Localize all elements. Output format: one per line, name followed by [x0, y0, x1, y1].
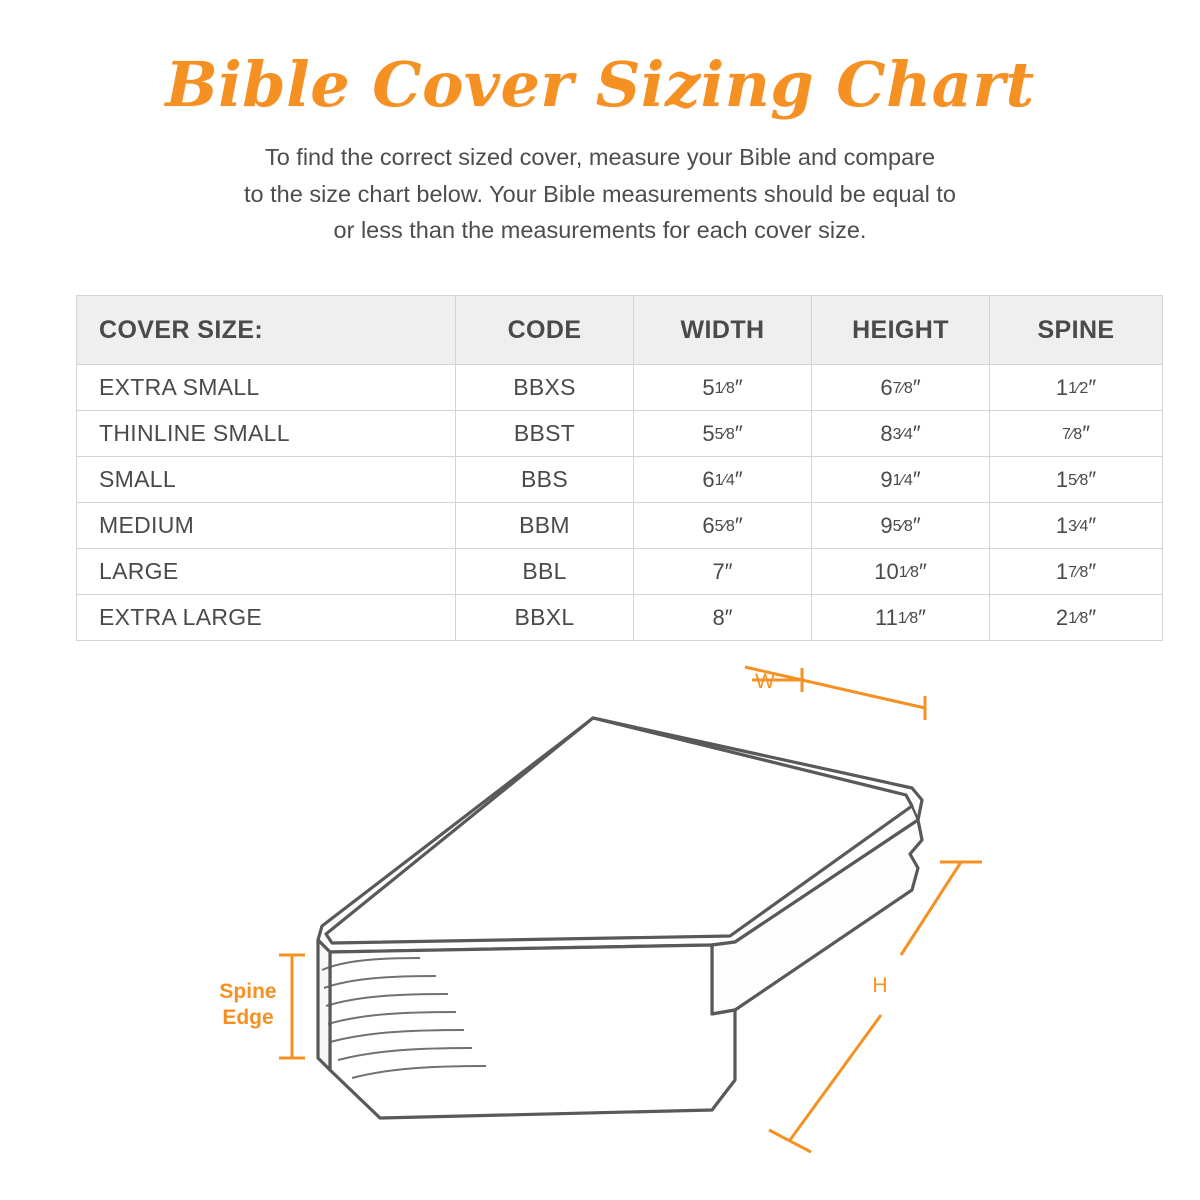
cell-cover-size: SMALL — [77, 457, 456, 503]
book-illustration — [0, 640, 1200, 1200]
cell-width: 8″ — [634, 595, 812, 641]
book-shape — [318, 718, 922, 1118]
cell-code: BBL — [456, 549, 634, 595]
cell-spine: 11⁄2″ — [990, 365, 1163, 411]
cell-width: 51⁄8″ — [634, 365, 812, 411]
cell-spine: 7⁄8″ — [990, 411, 1163, 457]
intro-line-2: to the size chart below. Your Bible measurements should be equal to — [244, 180, 956, 207]
height-label: H — [872, 974, 888, 997]
cell-cover-size: THINLINE SMALL — [77, 411, 456, 457]
cell-spine: 17⁄8″ — [990, 549, 1163, 595]
cell-spine: 13⁄4″ — [990, 503, 1163, 549]
table-row — [77, 457, 1163, 503]
intro-line-1: To find the correct sized cover, measure your Bible and compare — [264, 144, 936, 171]
cell-cover-size: MEDIUM — [77, 503, 456, 549]
table-header-row — [77, 296, 1163, 365]
intro-line-3: or less than the measurements for each cover size. — [333, 217, 867, 244]
cell-height: 111⁄8″ — [812, 595, 990, 641]
cell-cover-size: LARGE — [77, 549, 456, 595]
cell-width: 7″ — [634, 549, 812, 595]
page-title: Bible Cover Sizing Chart — [165, 48, 1035, 121]
cell-width: 65⁄8″ — [634, 503, 812, 549]
table-row — [77, 365, 1163, 411]
cell-height: 95⁄8″ — [812, 503, 990, 549]
cell-cover-size: EXTRA LARGE — [77, 595, 456, 641]
column-header-spine: SPINE — [990, 296, 1163, 365]
table-row — [77, 549, 1163, 595]
spine-label-line-2: Edge — [222, 1006, 274, 1029]
cell-width: 55⁄8″ — [634, 411, 812, 457]
cell-code: BBM — [456, 503, 634, 549]
width-label: W — [755, 670, 775, 693]
spine-dimension-line — [279, 955, 305, 1058]
cell-height: 101⁄8″ — [812, 549, 990, 595]
cell-spine: 15⁄8″ — [990, 457, 1163, 503]
cell-height: 83⁄4″ — [812, 411, 990, 457]
cell-code: BBXL — [456, 595, 634, 641]
cell-width: 61⁄4″ — [634, 457, 812, 503]
table-row — [77, 595, 1163, 641]
cell-cover-size: EXTRA SMALL — [77, 365, 456, 411]
cell-code: BBXS — [456, 365, 634, 411]
cell-code: BBST — [456, 411, 634, 457]
column-header-cover-size: COVER SIZE: — [77, 296, 456, 365]
spine-label-line-1: Spine — [219, 980, 277, 1003]
cell-height: 67⁄8″ — [812, 365, 990, 411]
column-header-height: HEIGHT — [812, 296, 990, 365]
intro-paragraph — [160, 139, 1040, 249]
column-header-width: WIDTH — [634, 296, 812, 365]
size-chart-table — [76, 295, 1163, 641]
cell-spine: 21⁄8″ — [990, 595, 1163, 641]
column-header-code: CODE — [456, 296, 634, 365]
table-row — [77, 411, 1163, 457]
table-row — [77, 503, 1163, 549]
size-chart-table-wrapper — [76, 295, 1126, 641]
cell-height: 91⁄4″ — [812, 457, 990, 503]
cell-code: BBS — [456, 457, 634, 503]
